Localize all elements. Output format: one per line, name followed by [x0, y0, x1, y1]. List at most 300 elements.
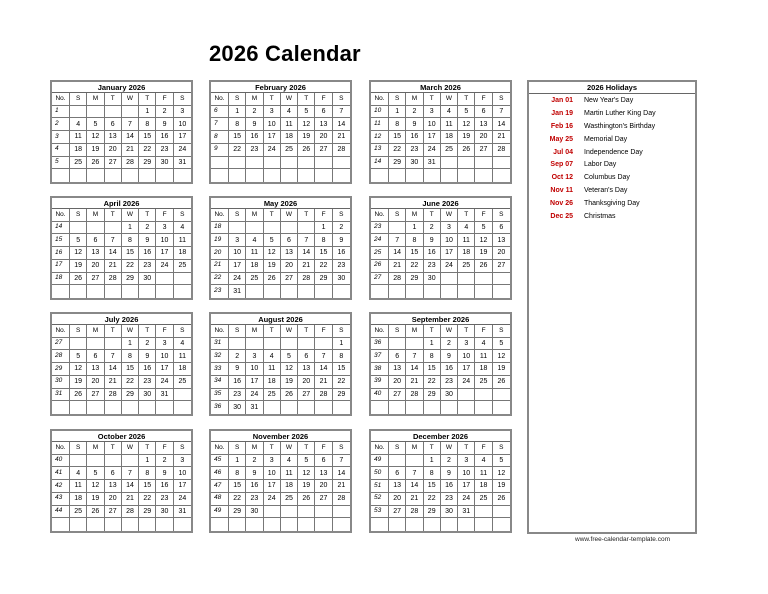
week-number-cell: 29 — [52, 363, 70, 376]
day-cell — [281, 285, 298, 298]
weekday-header: F — [156, 93, 173, 106]
day-cell: 27 — [281, 273, 298, 286]
day-cell: 5 — [87, 467, 104, 480]
weekday-header: S — [174, 93, 191, 106]
day-cell: 5 — [264, 234, 281, 247]
weekday-header: S — [174, 209, 191, 222]
day-cell: 14 — [333, 467, 350, 480]
day-cell: 7 — [122, 118, 139, 131]
day-cell — [264, 518, 281, 531]
day-cell: 16 — [246, 131, 263, 144]
week-number-cell: 49 — [371, 455, 389, 468]
week-number-header: No. — [52, 325, 70, 338]
week-number-cell: 35 — [211, 389, 229, 402]
day-cell: 17 — [156, 363, 173, 376]
day-cell: 3 — [156, 338, 173, 351]
week-number-cell: 27 — [371, 273, 389, 286]
day-cell: 13 — [105, 480, 122, 493]
day-cell — [389, 222, 406, 235]
day-cell: 11 — [281, 467, 298, 480]
week-number-header: No. — [211, 442, 229, 455]
day-cell — [70, 169, 87, 182]
week-number-cell: 18 — [52, 273, 70, 286]
day-cell: 25 — [174, 260, 191, 273]
day-cell: 12 — [264, 247, 281, 260]
day-cell: 27 — [315, 493, 332, 506]
holiday-date: Jan 19 — [551, 109, 573, 117]
month-title: June 2026 — [371, 198, 510, 209]
day-cell: 19 — [87, 493, 104, 506]
day-cell: 9 — [441, 467, 458, 480]
day-cell — [475, 506, 492, 519]
month-table — [369, 196, 512, 300]
day-cell: 16 — [441, 480, 458, 493]
day-cell — [298, 157, 315, 170]
day-cell: 11 — [70, 131, 87, 144]
day-cell: 22 — [229, 493, 246, 506]
week-number-cell: 22 — [211, 273, 229, 286]
day-cell — [298, 506, 315, 519]
day-cell — [246, 285, 263, 298]
day-cell: 3 — [424, 106, 441, 119]
day-cell — [458, 273, 475, 286]
day-cell — [281, 338, 298, 351]
day-cell: 30 — [139, 389, 156, 402]
day-cell: 15 — [229, 131, 246, 144]
month-grid — [211, 82, 350, 182]
day-cell: 10 — [156, 350, 173, 363]
day-cell: 30 — [229, 401, 246, 414]
week-number-cell: 52 — [371, 493, 389, 506]
weekday-header: S — [389, 325, 406, 338]
page-title: 2026 Calendar — [209, 41, 361, 66]
day-cell — [389, 518, 406, 531]
day-cell — [87, 169, 104, 182]
day-cell — [246, 518, 263, 531]
day-cell: 7 — [333, 455, 350, 468]
weekday-header: S — [333, 442, 350, 455]
week-number-cell: 33 — [211, 363, 229, 376]
holiday-row — [529, 120, 695, 133]
month-table — [50, 80, 193, 184]
holiday-name: New Year's Day — [584, 96, 634, 104]
day-cell: 9 — [333, 234, 350, 247]
day-cell: 23 — [246, 493, 263, 506]
day-cell: 22 — [424, 376, 441, 389]
day-cell — [122, 401, 139, 414]
weekday-header: W — [441, 209, 458, 222]
week-number-cell: 45 — [211, 455, 229, 468]
day-cell: 26 — [264, 273, 281, 286]
holiday-date: Nov 26 — [550, 200, 573, 208]
day-cell — [406, 338, 423, 351]
day-cell — [87, 106, 104, 119]
day-cell: 17 — [246, 376, 263, 389]
day-cell: 25 — [174, 376, 191, 389]
week-number-header: No. — [371, 325, 389, 338]
day-cell: 13 — [87, 247, 104, 260]
week-number-cell: 49 — [211, 506, 229, 519]
weekday-header: M — [246, 209, 263, 222]
day-cell — [87, 518, 104, 531]
day-cell: 27 — [315, 144, 332, 157]
day-cell: 13 — [315, 118, 332, 131]
day-cell: 22 — [229, 144, 246, 157]
day-cell: 17 — [174, 131, 191, 144]
holiday-name: Memorial Day — [584, 135, 628, 143]
week-number-cell: 31 — [52, 389, 70, 402]
weekday-header: F — [315, 209, 332, 222]
day-cell: 1 — [406, 222, 423, 235]
day-cell: 16 — [441, 363, 458, 376]
day-cell: 9 — [156, 467, 173, 480]
day-cell: 23 — [139, 260, 156, 273]
day-cell: 24 — [174, 493, 191, 506]
day-cell — [105, 222, 122, 235]
day-cell: 19 — [281, 376, 298, 389]
weekday-header: S — [229, 442, 246, 455]
day-cell: 22 — [139, 144, 156, 157]
week-number-cell: 12 — [371, 131, 389, 144]
day-cell: 6 — [298, 350, 315, 363]
day-cell: 2 — [246, 106, 263, 119]
day-cell — [441, 157, 458, 170]
week-number-header: No. — [211, 93, 229, 106]
holidays-panel — [527, 80, 697, 534]
month-title: February 2026 — [211, 82, 350, 93]
day-cell: 30 — [441, 389, 458, 402]
day-cell: 11 — [475, 467, 492, 480]
holiday-date: Jul 04 — [553, 148, 573, 156]
day-cell: 14 — [315, 363, 332, 376]
day-cell — [156, 285, 173, 298]
day-cell: 29 — [139, 157, 156, 170]
week-number-cell: 15 — [52, 234, 70, 247]
holiday-date: Nov 11 — [550, 187, 573, 195]
month-grid — [211, 198, 350, 298]
day-cell: 15 — [389, 131, 406, 144]
day-cell: 4 — [475, 455, 492, 468]
month-table — [209, 312, 352, 416]
day-cell: 27 — [87, 389, 104, 402]
day-cell: 4 — [246, 234, 263, 247]
day-cell: 20 — [315, 480, 332, 493]
day-cell: 16 — [406, 131, 423, 144]
day-cell — [264, 506, 281, 519]
month-grid — [52, 314, 191, 414]
day-cell: 3 — [264, 106, 281, 119]
week-number-cell: 13 — [371, 144, 389, 157]
day-cell: 18 — [281, 131, 298, 144]
day-cell: 8 — [424, 350, 441, 363]
weekday-header: S — [174, 442, 191, 455]
day-cell: 24 — [174, 144, 191, 157]
weekday-header: T — [139, 209, 156, 222]
holiday-date: Feb 16 — [550, 122, 573, 130]
day-cell: 24 — [458, 376, 475, 389]
day-cell: 30 — [441, 506, 458, 519]
month-grid — [371, 314, 510, 414]
day-cell: 15 — [406, 247, 423, 260]
day-cell: 11 — [458, 234, 475, 247]
day-cell: 6 — [493, 222, 510, 235]
day-cell — [298, 518, 315, 531]
month-table — [209, 80, 352, 184]
day-cell: 20 — [105, 493, 122, 506]
day-cell: 8 — [333, 350, 350, 363]
month-title: April 2026 — [52, 198, 191, 209]
day-cell — [333, 285, 350, 298]
day-cell: 6 — [281, 234, 298, 247]
day-cell: 28 — [493, 144, 510, 157]
day-cell: 6 — [105, 118, 122, 131]
day-cell — [156, 518, 173, 531]
week-number-cell: 39 — [371, 376, 389, 389]
month-table — [50, 312, 193, 416]
week-number-header: No. — [371, 209, 389, 222]
day-cell: 13 — [281, 247, 298, 260]
day-cell: 30 — [406, 157, 423, 170]
weekday-header: T — [298, 325, 315, 338]
week-number-cell: 53 — [371, 506, 389, 519]
month-table — [209, 196, 352, 300]
day-cell: 9 — [229, 363, 246, 376]
day-cell: 31 — [229, 285, 246, 298]
day-cell: 20 — [298, 376, 315, 389]
day-cell: 31 — [458, 506, 475, 519]
day-cell — [281, 222, 298, 235]
day-cell: 19 — [264, 260, 281, 273]
day-cell: 14 — [122, 480, 139, 493]
day-cell — [424, 285, 441, 298]
weekday-header: M — [87, 209, 104, 222]
day-cell: 28 — [333, 493, 350, 506]
day-cell: 11 — [174, 350, 191, 363]
day-cell — [493, 518, 510, 531]
day-cell: 22 — [122, 376, 139, 389]
weekday-header: W — [122, 209, 139, 222]
day-cell: 7 — [493, 106, 510, 119]
week-number-cell: 32 — [211, 350, 229, 363]
day-cell: 24 — [264, 493, 281, 506]
week-number-cell: 9 — [211, 144, 229, 157]
day-cell: 29 — [424, 506, 441, 519]
holiday-name: Wasthington's Birthday — [584, 122, 656, 130]
month-grid — [211, 314, 350, 414]
day-cell: 2 — [333, 222, 350, 235]
day-cell: 18 — [246, 260, 263, 273]
day-cell — [315, 518, 332, 531]
week-number-cell: 48 — [211, 493, 229, 506]
day-cell: 22 — [389, 144, 406, 157]
weekday-header: S — [493, 209, 510, 222]
weekday-header: F — [475, 93, 492, 106]
day-cell: 19 — [70, 376, 87, 389]
weekday-header: T — [424, 325, 441, 338]
day-cell: 23 — [424, 260, 441, 273]
day-cell — [105, 518, 122, 531]
day-cell: 17 — [441, 247, 458, 260]
weekday-header: S — [389, 442, 406, 455]
day-cell: 7 — [333, 106, 350, 119]
day-cell: 12 — [475, 234, 492, 247]
day-cell: 23 — [441, 493, 458, 506]
day-cell: 29 — [406, 273, 423, 286]
weekday-header: S — [493, 325, 510, 338]
day-cell: 2 — [424, 222, 441, 235]
day-cell — [298, 401, 315, 414]
day-cell: 5 — [87, 118, 104, 131]
weekday-header: S — [174, 325, 191, 338]
day-cell: 22 — [122, 260, 139, 273]
weekday-header: F — [475, 325, 492, 338]
day-cell: 3 — [229, 234, 246, 247]
day-cell — [441, 169, 458, 182]
holidays-panel-inner — [529, 82, 695, 532]
day-cell: 11 — [246, 247, 263, 260]
day-cell: 28 — [298, 273, 315, 286]
day-cell: 21 — [122, 493, 139, 506]
day-cell: 4 — [70, 467, 87, 480]
day-cell — [389, 169, 406, 182]
day-cell: 1 — [229, 455, 246, 468]
day-cell: 11 — [174, 234, 191, 247]
holiday-row — [529, 107, 695, 120]
day-cell: 14 — [389, 247, 406, 260]
day-cell: 17 — [264, 131, 281, 144]
week-number-cell: 11 — [371, 118, 389, 131]
day-cell — [105, 285, 122, 298]
day-cell: 29 — [333, 389, 350, 402]
day-cell — [246, 169, 263, 182]
day-cell: 18 — [281, 480, 298, 493]
month-title: August 2026 — [211, 314, 350, 325]
day-cell: 23 — [229, 389, 246, 402]
day-cell: 21 — [493, 131, 510, 144]
day-cell: 3 — [174, 455, 191, 468]
month-grid — [371, 431, 510, 531]
day-cell — [458, 518, 475, 531]
day-cell — [174, 285, 191, 298]
week-number-cell: 47 — [211, 480, 229, 493]
weekday-header: T — [458, 209, 475, 222]
day-cell — [315, 285, 332, 298]
day-cell: 6 — [475, 106, 492, 119]
week-number-cell: 18 — [211, 222, 229, 235]
day-cell — [139, 518, 156, 531]
day-cell: 26 — [87, 506, 104, 519]
holiday-row — [529, 146, 695, 159]
day-cell: 13 — [493, 234, 510, 247]
holiday-name: Independence Day — [584, 148, 643, 156]
day-cell: 2 — [406, 106, 423, 119]
day-cell: 13 — [105, 131, 122, 144]
month-table — [50, 196, 193, 300]
day-cell — [246, 338, 263, 351]
day-cell — [87, 401, 104, 414]
weekday-header: F — [156, 325, 173, 338]
day-cell: 22 — [139, 493, 156, 506]
day-cell: 9 — [139, 350, 156, 363]
day-cell — [87, 285, 104, 298]
month-title: March 2026 — [371, 82, 510, 93]
day-cell: 27 — [298, 389, 315, 402]
day-cell: 5 — [475, 222, 492, 235]
day-cell — [298, 169, 315, 182]
day-cell: 13 — [389, 363, 406, 376]
day-cell: 10 — [458, 350, 475, 363]
day-cell: 4 — [281, 455, 298, 468]
week-number-cell: 2 — [52, 118, 70, 131]
day-cell: 10 — [174, 118, 191, 131]
day-cell: 23 — [156, 493, 173, 506]
day-cell: 25 — [281, 493, 298, 506]
day-cell: 1 — [389, 106, 406, 119]
day-cell: 12 — [493, 467, 510, 480]
week-number-cell — [211, 157, 229, 170]
day-cell: 10 — [229, 247, 246, 260]
day-cell: 10 — [424, 118, 441, 131]
day-cell: 30 — [333, 273, 350, 286]
week-number-cell: 43 — [52, 493, 70, 506]
day-cell: 16 — [139, 247, 156, 260]
day-cell: 27 — [105, 506, 122, 519]
day-cell — [174, 273, 191, 286]
day-cell: 27 — [87, 273, 104, 286]
month-grid — [52, 198, 191, 298]
week-number-cell — [371, 169, 389, 182]
day-cell — [156, 273, 173, 286]
week-number-cell: 28 — [52, 350, 70, 363]
day-cell: 30 — [156, 506, 173, 519]
week-number-cell: 38 — [371, 363, 389, 376]
day-cell: 28 — [105, 273, 122, 286]
day-cell: 14 — [105, 247, 122, 260]
day-cell — [174, 401, 191, 414]
day-cell — [122, 518, 139, 531]
day-cell: 26 — [493, 493, 510, 506]
day-cell: 15 — [139, 131, 156, 144]
day-cell: 23 — [441, 376, 458, 389]
day-cell: 13 — [87, 363, 104, 376]
day-cell: 26 — [70, 389, 87, 402]
day-cell: 17 — [264, 480, 281, 493]
holiday-row — [529, 158, 695, 171]
day-cell — [105, 106, 122, 119]
day-cell: 8 — [406, 234, 423, 247]
month-grid — [211, 431, 350, 531]
day-cell: 17 — [229, 260, 246, 273]
day-cell — [87, 222, 104, 235]
day-cell — [281, 157, 298, 170]
week-number-cell: 36 — [371, 338, 389, 351]
day-cell: 3 — [156, 222, 173, 235]
day-cell: 25 — [246, 273, 263, 286]
weekday-header: S — [70, 442, 87, 455]
week-number-cell: 21 — [211, 260, 229, 273]
day-cell: 18 — [475, 480, 492, 493]
day-cell: 19 — [493, 480, 510, 493]
day-cell: 10 — [441, 234, 458, 247]
day-cell: 7 — [298, 234, 315, 247]
day-cell: 5 — [493, 455, 510, 468]
day-cell: 3 — [458, 338, 475, 351]
day-cell — [315, 169, 332, 182]
day-cell: 19 — [298, 480, 315, 493]
week-number-cell: 24 — [371, 234, 389, 247]
day-cell: 22 — [424, 493, 441, 506]
day-cell: 21 — [122, 144, 139, 157]
